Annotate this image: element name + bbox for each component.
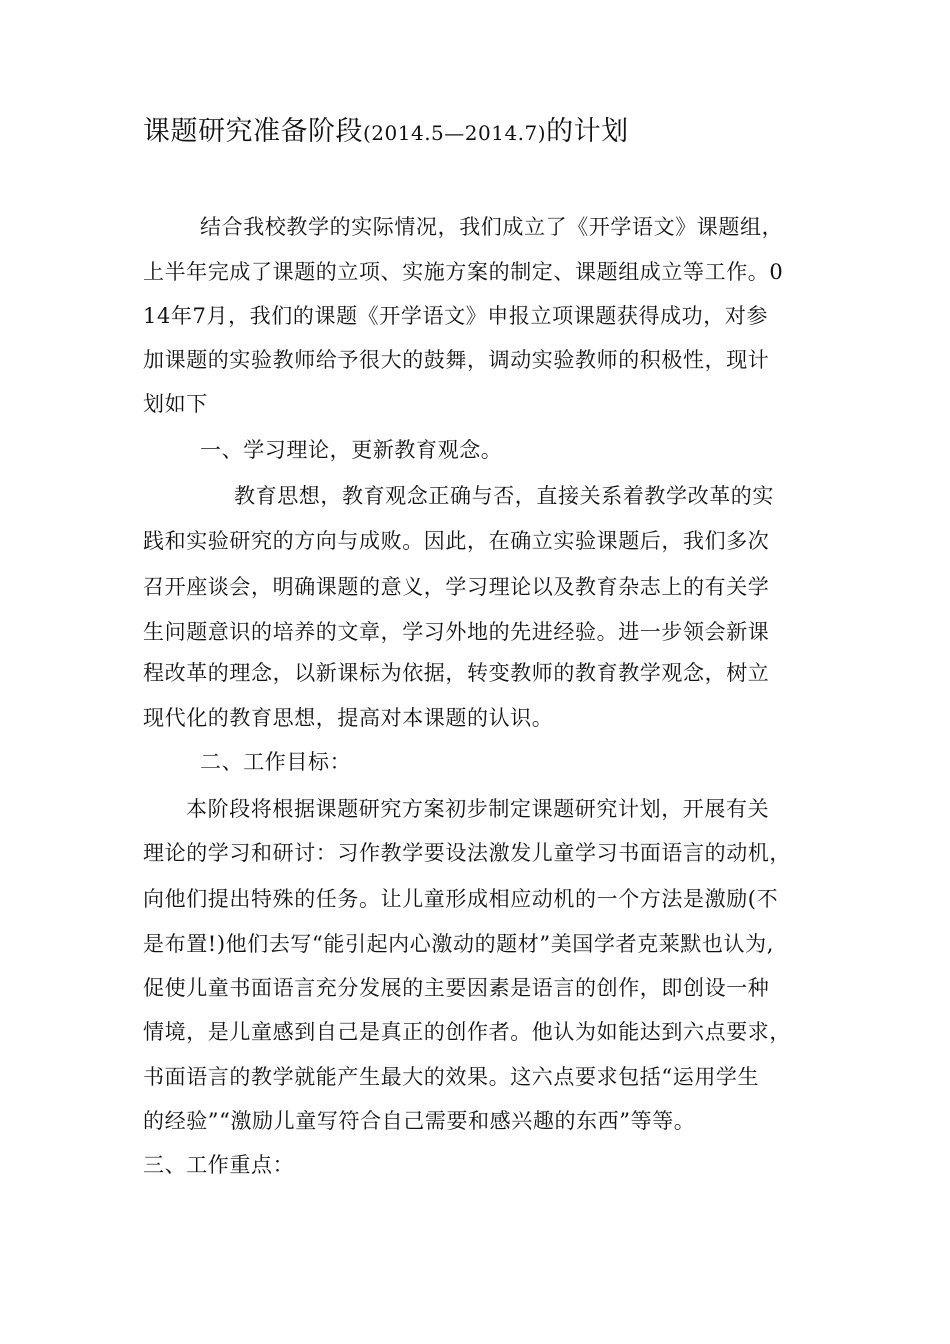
body-line: 情境，是儿童感到自己是真正的创作者。他认为如能达到六点要求， <box>143 1020 791 1044</box>
body-line: 践和实验研究的方向与成败。因此，在确立实验课题后，我们多次 <box>143 529 770 553</box>
body-line: 加课题的实验教师给予很大的鼓舞，调动实验教师的积极性，现计 <box>143 348 770 372</box>
body-line: 14年7月，我们的课题《开学语文》申报立项课题获得成功，对参 <box>143 304 769 328</box>
title-suffix: 的计划 <box>546 116 629 147</box>
title-prefix: 课题研究准备阶段 <box>143 116 363 147</box>
section-heading-1: 一、学习理论，更新教育观念。 <box>200 438 503 462</box>
body-line: 结合我校教学的实际情况，我们成立了《开学语文》课题组， <box>200 215 784 239</box>
body-line: 召开座谈会，明确课题的意义，学习理论以及教育杂志上的有关学 <box>143 575 770 599</box>
body-line: 本阶段将根据课题研究方案初步制定课题研究计划，开展有关 <box>186 797 770 821</box>
body-line: 程改革的理念，以新课标为依据，转变教师的教育教学观念，树立 <box>143 661 770 685</box>
body-line: 划如下 <box>143 392 208 416</box>
body-line: 生问题意识的培养的文章，学习外地的先进经验。进一步领会新课 <box>143 620 770 644</box>
document-title <box>143 112 629 153</box>
body-line: 的经验”“激励儿童写符合自己需要和感兴趣的东西”等等。 <box>143 1109 696 1133</box>
title-date-range: (2014.5—2014.7) <box>363 121 547 145</box>
body-line: 促使儿童书面语言充分发展的主要因素是语言的创作，即创设一种 <box>143 976 770 1000</box>
section-heading-3: 三、工作重点： <box>143 1153 295 1177</box>
body-line: 理论的学习和研讨：习作教学要设法激发儿童学习书面语言的动机， <box>143 841 791 865</box>
body-line: 上半年完成了课题的立项、实施方案的制定、课题组成立等工作。0 <box>143 260 784 284</box>
body-line: 书面语言的教学就能产生最大的效果。这六点要求包括“运用学生 <box>143 1065 760 1089</box>
body-line: 向他们提出特殊的任务。让儿童形成相应动机的一个方法是激励(不 <box>143 887 779 911</box>
body-line: 是布置!)他们去写“能引起内心激动的题材”美国学者克莱默也认为, <box>143 932 774 956</box>
section-heading-2: 二、工作目标： <box>200 750 352 774</box>
body-line: 现代化的教育思想，提高对本课题的认识。 <box>143 706 554 730</box>
body-line: 教育思想，教育观念正确与否，直接关系着教学改革的实 <box>234 484 774 508</box>
